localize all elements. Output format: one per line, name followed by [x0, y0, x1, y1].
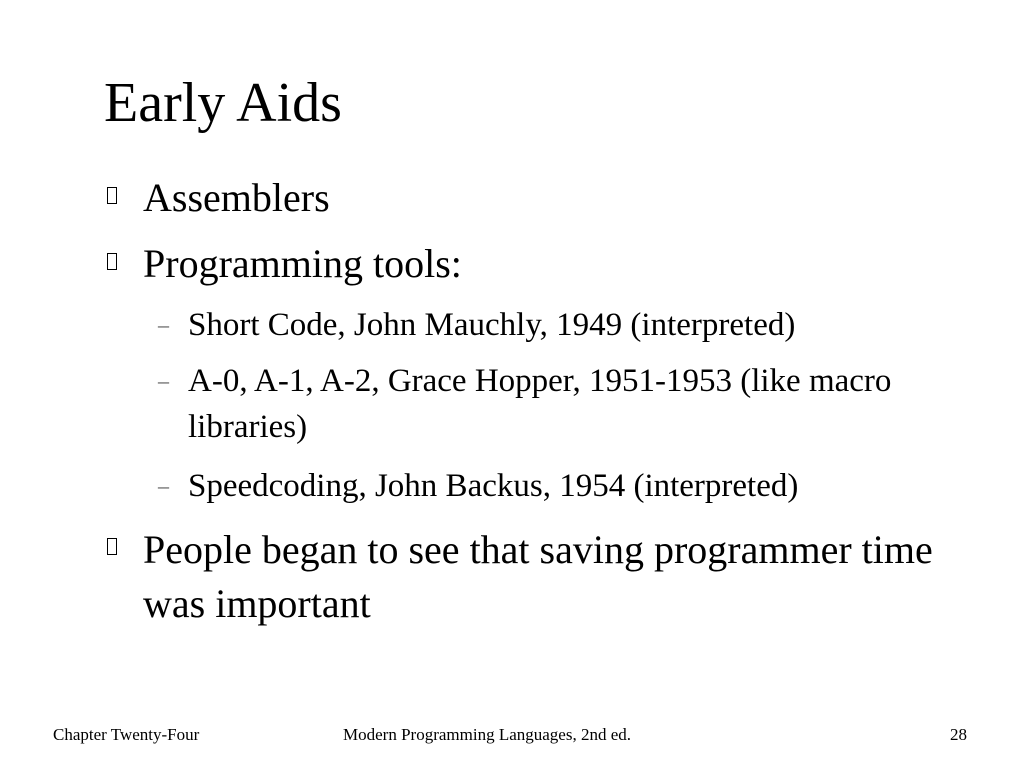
sub-bullet-item — [158, 302, 968, 348]
sub-bullet-text: A-0, A-1, A-2, Grace Hopper, 1951-1953 (like macro libraries) — [188, 363, 892, 445]
square-bullet-icon — [107, 253, 117, 270]
bullet-item — [143, 238, 973, 290]
bullet-text: Programming tools: — [143, 241, 462, 286]
dash-bullet-icon: – — [158, 312, 169, 337]
footer-page-number: 28 — [950, 725, 967, 744]
footer-chapter: Chapter Twenty-Four — [53, 725, 200, 744]
sub-bullet-text: Speedcoding, John Backus, 1954 (interpreted) — [188, 468, 799, 504]
dash-bullet-icon: – — [158, 368, 169, 393]
footer-book-title: Modern Programming Languages, 2nd ed. — [343, 725, 631, 744]
slide-title: Early Aids — [104, 72, 342, 134]
square-bullet-icon — [107, 538, 117, 555]
sub-bullet-item — [158, 358, 968, 450]
bullet-item — [143, 172, 973, 224]
bullet-text: People began to see that saving programmer time was important — [143, 527, 933, 626]
bullet-text: Assemblers — [143, 175, 330, 220]
dash-bullet-icon: – — [158, 473, 169, 498]
sub-bullet-item — [158, 463, 968, 509]
sub-bullet-text: Short Code, John Mauchly, 1949 (interpreted) — [188, 307, 796, 343]
square-bullet-icon — [107, 187, 117, 204]
bullet-item — [143, 523, 973, 631]
